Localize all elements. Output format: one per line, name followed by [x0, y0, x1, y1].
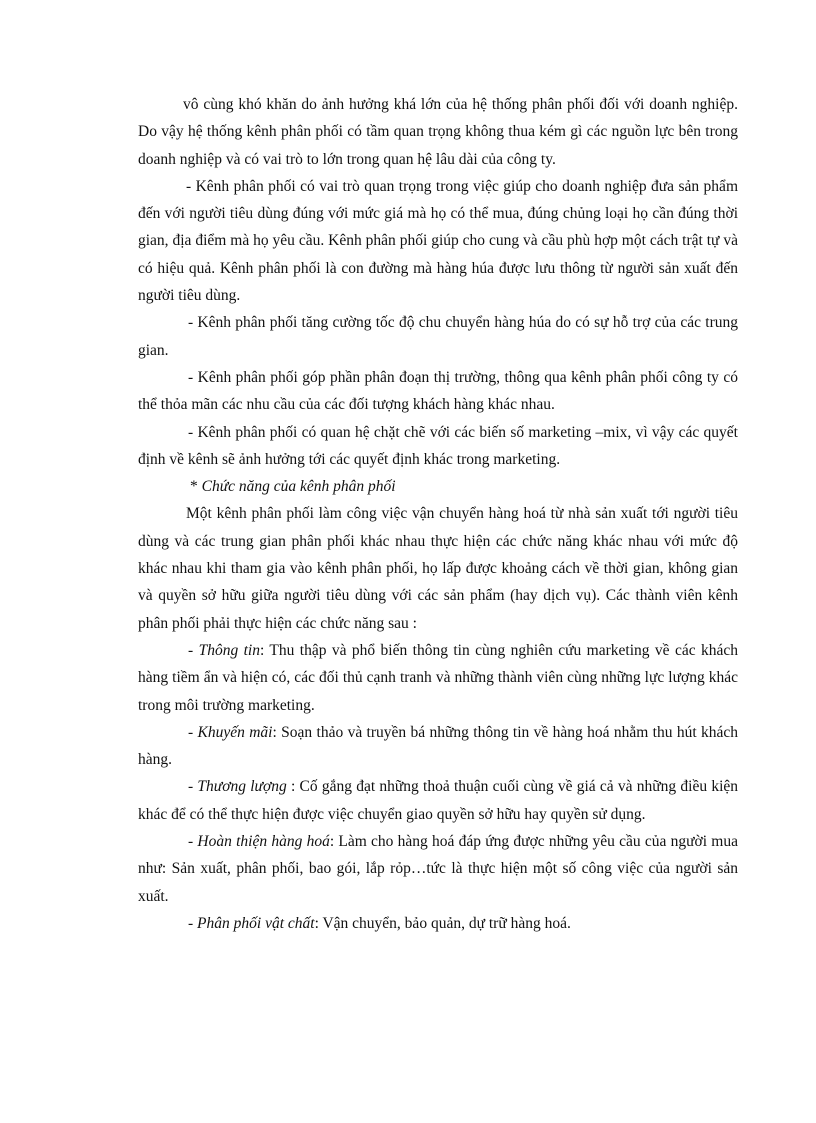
function-term: Thương lượng — [197, 778, 287, 796]
paragraph-speed: - Kênh phân phối tăng cường tốc độ chu chuyển hàng húa do có sự hỗ trợ của các trung gian. — [138, 314, 738, 359]
document-page — [138, 91, 738, 937]
function-prefix: - — [188, 833, 198, 851]
function-prefix: - — [188, 778, 198, 796]
function-prefix: - — [188, 641, 199, 659]
function-desc: : Cố gắng đạt những thoả thuận cuối cùng về giá cả và những điều kiện khác để có thể thực hiện được việc chuyển giao quyền sở hữu hay quyền sử dụng. — [138, 778, 739, 823]
function-term: Khuyến mãi — [197, 723, 273, 741]
paragraph-importance: vô cùng khó khăn do ảnh hưởng khá lớn của hệ thống phân phối đối với doanh nghiệp. Do vậy hệ thống kênh phân phối có tầm quan trọng không thua kém gì các nguồn lực bên trong doanh nghiệp và có vai trò to lớn trong quan hệ lâu dài của công ty. — [138, 96, 738, 168]
heading-bullet: * — [190, 478, 202, 496]
function-item — [138, 910, 738, 937]
paragraph-role-distribution: - Kênh phân phối có vai trò quan trọng trong việc giúp cho doanh nghiệp đưa sản phẩm đến với người tiêu dùng đúng với mức giá mà họ có thể mua, đúng chủng loại họ cần đúng thời gian, địa điểm mà họ yêu cầu. Kênh phân phối giúp cho cung và cầu phù hợp một cách trật tự và có hiệu quả. Kênh phân phối là con đường mà hàng húa được lưu thông từ người sản xuất đến người tiêu dùng. — [138, 177, 738, 305]
heading-text: Chức năng của kênh phân phối — [201, 478, 396, 496]
function-item — [138, 773, 738, 828]
paragraph-segmentation: - Kênh phân phối góp phần phân đoạn thị trường, thông qua kênh phân phối công ty có thể thỏa mãn các nhu cầu của các đối tượng khách hàng khác nhau. — [138, 368, 738, 414]
function-item — [138, 719, 738, 774]
function-desc: : Soạn thảo và truyền bá những thông tin về hàng hoá nhằm thu hút khách hàng. — [138, 723, 738, 769]
function-term: Hoàn thiện hàng hoá — [197, 833, 330, 851]
function-prefix: - — [188, 914, 198, 932]
paragraph-intro: Một kênh phân phối làm công việc vận chuyển hàng hoá từ nhà sản xuất tới người tiêu dùng và các trung gian phân phối khác nhau thực hiện các chức năng khác nhau với mức độ khác nhau khi tham gia vào kênh phân phối, họ lấp được khoảng cách về thời gian, không gian và quyền sở hữu giữa người tiêu dùng với các sản phẩm (hay dịch vụ). Các thành viên kênh phân phối phải thực hiện các chức năng sau : — [138, 505, 738, 632]
function-desc: : Làm cho hàng hoá đáp ứng được những yêu cầu của người mua như: Sản xuất, phân phối, bao gói, lắp rỏp…tức là thực hiện một số công việc của người sản xuất. — [138, 833, 738, 905]
section-heading — [138, 473, 738, 500]
function-item — [138, 637, 738, 719]
paragraph-marketing-mix: - Kênh phân phối có quan hệ chặt chẽ với các biến số marketing –mix, vì vậy các quyết định về kênh sẽ ảnh hưởng tới các quyết định khác trong marketing. — [138, 423, 738, 468]
function-item — [138, 828, 738, 910]
function-prefix: - — [188, 723, 198, 741]
function-term: Phân phối vật chất — [197, 914, 315, 932]
function-desc: : Vận chuyển, bảo quản, dự trữ hàng hoá. — [314, 914, 571, 932]
function-desc: : Thu thập và phổ biến thông tin cùng nghiên cứu marketing về các khách hàng tiềm ẩn và hiện có, các đối thủ cạnh tranh và những thành viên cùng những lực lượng khác trong môi trường marketing. — [138, 641, 738, 714]
function-term: Thông tin — [198, 641, 260, 659]
